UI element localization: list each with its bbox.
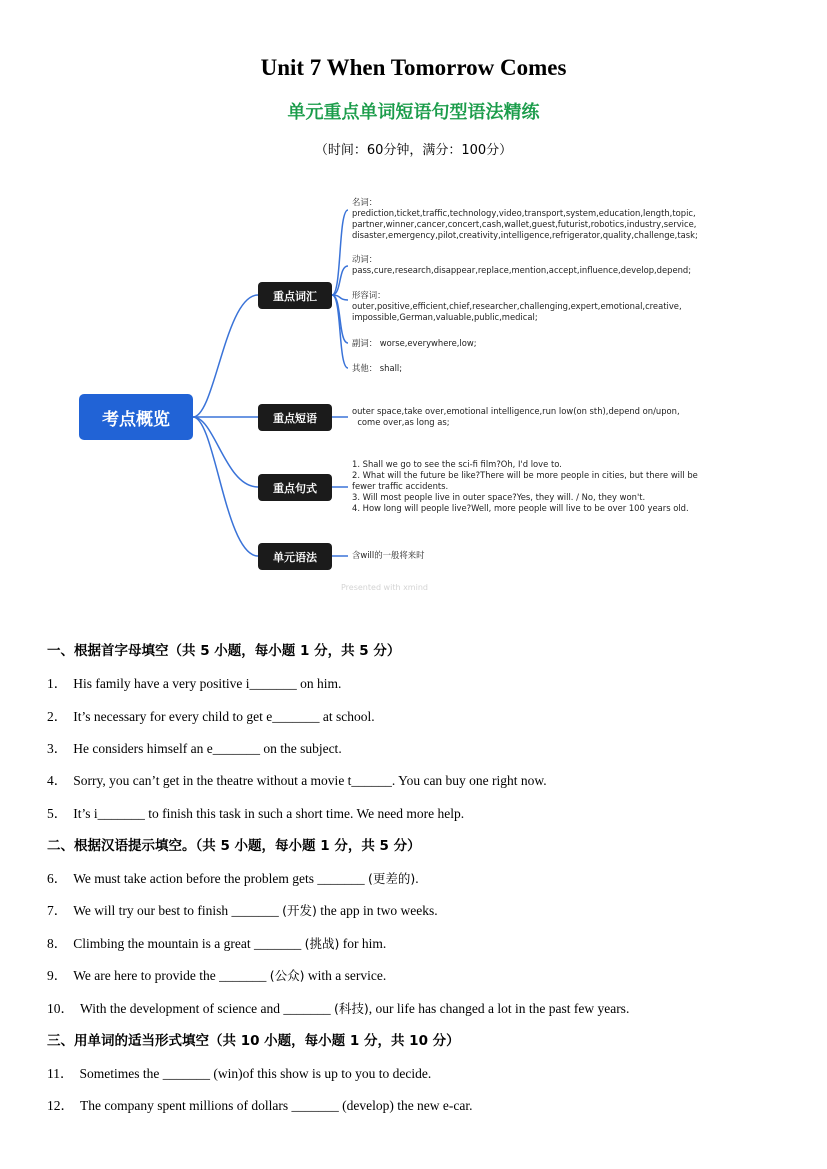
vocab-nouns: 名词： prediction,ticket,traffic,technology,video,transport,system,education,length,topic, partner,winner,cancer,concert,cash,wallet,guest,futurist,robotics,industry,service, disaster,emergency,pilot,creativity,intelligence,refrigerator,quality,challenge,task; xyxy=(352,197,698,240)
question-11: 11． Sometimes the _______ (win)of this show is up to you to decide. xyxy=(47,1066,432,1081)
phrases-text: outer space,take over,emotional intelligence,run low(on sth),depend on/upon, come over,as long as; xyxy=(352,406,680,427)
grammar-text: 含will的一般将来时 xyxy=(352,550,425,560)
document-title: Unit 7 When Tomorrow Comes xyxy=(260,55,567,80)
node-key-sentences: 重点句式 xyxy=(258,474,332,501)
question-1: 1． His family have a very positive i_______ on him. xyxy=(47,676,342,691)
mind-map xyxy=(0,180,827,600)
question-9: 9． We are here to provide the _______ (公众) with a service. xyxy=(47,968,387,983)
vocab-verbs: 动词： pass,cure,research,disappear,replace,mention,accept,influence,develop,depend; xyxy=(352,254,692,275)
section-2-heading: 二、根据汉语提示填空。（共 5 小题，每小题 1 分，共 5 分） xyxy=(47,838,421,854)
node-key-phrases: 重点短语 xyxy=(258,404,332,431)
question-10: 10． With the development of science and _______ (科技), our life has changed a lot in the past few years. xyxy=(47,1001,630,1016)
sentences-text: 1. Shall we go to see the sci-fi film?Oh, I'd love to. 2. What will the future be like?There will be more people in cities, but there will be fewer traffic accidents. 3. Will most people live in outer space?Yes, they will. / No, they won't. 4. How long will people live?Well, more people will live to be over 100 years old. xyxy=(352,459,698,513)
question-6: 6． We must take action before the problem gets _______ (更差的). xyxy=(47,871,419,886)
question-7: 7． We will try our best to finish _______ (开发) the app in two weeks. xyxy=(47,903,438,918)
question-5: 5． It’s i_______ to finish this task in such a short time. We need more help. xyxy=(47,806,465,821)
document-subtitle: 单元重点单词短语句型语法精练 xyxy=(287,102,540,123)
xmind-watermark: Presented with xmind xyxy=(341,583,428,592)
connector-root-vocab xyxy=(193,295,258,417)
question-2: 2． It’s necessary for every child to get e_______ at school. xyxy=(47,709,375,724)
connector-root-grammar xyxy=(193,417,258,556)
question-4: 4． Sorry, you can’t get in the theatre without a movie t______. You can buy one right now. xyxy=(47,773,547,788)
mind-map-connectors xyxy=(0,180,827,600)
question-3: 3． He considers himself an e_______ on the subject. xyxy=(47,741,342,756)
node-key-vocabulary: 重点词汇 xyxy=(258,282,332,309)
connector-vocab-verbs xyxy=(332,266,348,295)
vocab-others: 其他： shall; xyxy=(352,363,403,373)
section-3-heading: 三、用单词的适当形式填空（共 10 小题，每小题 1 分，共 10 分） xyxy=(47,1033,460,1049)
section-1-heading: 一、根据首字母填空（共 5 小题，每小题 1 分，共 5 分） xyxy=(47,643,401,659)
mind-map-root: 考点概览 xyxy=(79,394,193,440)
question-8: 8． Climbing the mountain is a great _______ (挑战) for him. xyxy=(47,936,387,951)
vocab-adjectives: 形容词： outer,positive,efficient,chief,researcher,challenging,expert,emotional,creative, impossible,German,valuable,public,medical; xyxy=(352,290,682,322)
node-unit-grammar: 单元语法 xyxy=(258,543,332,570)
connector-vocab-others xyxy=(332,295,348,368)
vocab-adverbs: 副词： worse,everywhere,low; xyxy=(352,338,477,348)
time-info: （时间：60分钟，满分：100分） xyxy=(314,143,513,158)
question-12: 12． The company spent millions of dollars _______ (develop) the new e-car. xyxy=(47,1098,473,1113)
